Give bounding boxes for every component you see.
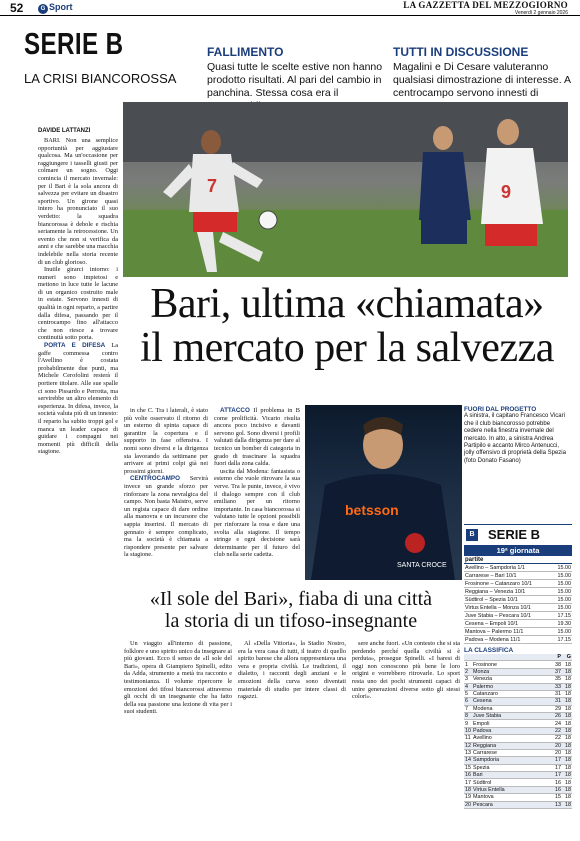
match-photo-top bbox=[123, 102, 568, 277]
standings-row bbox=[464, 772, 572, 779]
points: 17 bbox=[552, 764, 562, 771]
results-table bbox=[464, 556, 572, 644]
player-photo-illustration bbox=[305, 405, 462, 580]
standings-row bbox=[464, 668, 572, 675]
article-column-2 bbox=[124, 407, 208, 582]
points: 20 bbox=[552, 749, 562, 756]
team-name: Juve Stabia bbox=[472, 713, 552, 720]
match-label: Mantova – Palermo 11/1 bbox=[464, 628, 552, 636]
games-played: 18 bbox=[562, 786, 572, 793]
match-time: 15.00 bbox=[552, 628, 572, 636]
position: 12 bbox=[465, 742, 471, 749]
serie-b-logo-icon: B bbox=[466, 529, 478, 541]
match-photo-illustration bbox=[123, 102, 568, 277]
story-paragraph: sere anche fuori. «Un contesto che si sta perdendo perché quella civiltà si è perduta», prosegue Spinelli. «I baresi di oggi non conoscono più bene le loro origini e vorrebbero ritrovarle. Lo sport resta uno dei pochi strumenti capaci di unire generazioni diverse sotto gli stessi colori». bbox=[352, 640, 460, 701]
games-played: 18 bbox=[562, 668, 572, 675]
result-row bbox=[464, 628, 572, 636]
serie-b-box bbox=[464, 524, 572, 809]
teaser-body: Quasi tutte le scelte estive non hanno prodotto risultati. Al pari del cambio in panchina. Stessa cosa era il bbox=[207, 61, 383, 99]
standings-row bbox=[464, 661, 572, 668]
team-name: Empoli bbox=[472, 720, 552, 727]
position: 10 bbox=[465, 727, 471, 734]
team-name: Carrarese bbox=[472, 749, 552, 756]
position: 6 bbox=[464, 698, 472, 705]
standings-row bbox=[464, 794, 572, 801]
team-name: Catanzaro bbox=[472, 690, 552, 697]
svg-text:SANTA CROCE: SANTA CROCE bbox=[397, 562, 447, 569]
teaser-body: Magalini e Di Cesare valuteranno qualsiasi dimostrazione di interesse. A centrocampo servono innesti di bbox=[393, 61, 571, 99]
article-paragraph: Inutile girarci intorno: i numeri sono impietosi e mettono in luce tutte le lacune di un organico costruito male in estate. Servono innesti di qualità in ogni reparto, a partire dalla difesa, passando per il centrocampo fino all'attacco che non riesce a trovare continuità sotto porta. bbox=[38, 266, 118, 342]
position: 19 bbox=[465, 794, 471, 801]
standings-row bbox=[464, 705, 572, 712]
subheading-centrocampo: CENTROCAMPO bbox=[130, 475, 181, 483]
section-subtitle: LA CRISI BIANCOROSSA bbox=[24, 71, 177, 86]
position: 20 bbox=[465, 801, 471, 808]
svg-text:7: 7 bbox=[207, 176, 218, 196]
story-paragraph: Un viaggio all'interno di passione, folklore e uno spirito unico da insegnare ai più giovani. Ecco il senso de «Il sole del Bari», opera di Giampiero Spinelli, edito da Adda, strumento a metà tra racconto e testimonianza. Il volume ripercorre le emozioni dei tifosi biancorossi attraverso gli occhi di un insegnante che ha fatto della sua passione una lezione di vita per i suoi studenti. bbox=[124, 640, 232, 716]
sport-label: Sport bbox=[49, 2, 73, 12]
caption-body: A sinistra, il capitano Francesco Vicari che il club biancorosso potrebbe cedere nella finestra invernale del mercato. In alto, a sinistra Andrea Partipilo e accanto Mirco Antenucci, jolly offensivo di proprietà della Spezia bbox=[464, 413, 566, 457]
result-row bbox=[464, 588, 572, 596]
games-header: G bbox=[562, 654, 572, 661]
standings-row bbox=[464, 764, 572, 771]
story-paragraph: Al «Della Vittoria», la Stadio Nostro, era la vera casa di tutti, il teatro di quello spirito barese che allora rappresentava una vera e propria civiltà. Le tradizioni, il dialetto, i racconti degli anziani e le emozioni della curva sono diventati materiale di studio per intere classi di ragazzi. bbox=[238, 640, 346, 701]
results-header-partite: partite bbox=[464, 556, 552, 564]
position: 16 bbox=[465, 772, 471, 779]
team-name: Mantova bbox=[472, 794, 552, 801]
article-column-1 bbox=[38, 137, 118, 830]
team-name: Reggiana bbox=[472, 742, 552, 749]
match-time: 19.30 bbox=[552, 620, 572, 628]
position: 9 bbox=[464, 720, 472, 727]
match-time: 17.15 bbox=[552, 636, 572, 644]
result-row bbox=[464, 564, 572, 572]
points: 20 bbox=[552, 742, 562, 749]
team-name: Bari bbox=[472, 772, 552, 779]
standings-row bbox=[464, 720, 572, 727]
points: 38 bbox=[552, 661, 562, 668]
games-played: 18 bbox=[562, 705, 572, 712]
standings-row bbox=[464, 698, 572, 705]
standings-row bbox=[464, 801, 572, 808]
points: 33 bbox=[552, 683, 562, 690]
position: 14 bbox=[465, 757, 471, 764]
position: 17 bbox=[465, 779, 471, 786]
match-label: Virtus Entella – Monza 10/1 bbox=[464, 604, 552, 612]
games-played: 18 bbox=[562, 698, 572, 705]
team-name: Monza bbox=[472, 668, 552, 675]
svg-text:9: 9 bbox=[501, 182, 512, 202]
article-paragraph: uscita dal Modena: fantasista o esterno che vuole ritrovare la sua verve. Tra le punte, invece, è vivo il dialogo sempre con il club emiliano per un ritorno importante. In casa biancorossa si valutano tutte le opzioni possibili per rinforzare la rosa e dare una svolta alla stagione. Il tempo stringe e ogni decisione sarà determinante per il futuro del club nella serie cadetta. bbox=[214, 467, 300, 559]
team-name: Modena bbox=[472, 705, 552, 712]
match-time: 15.00 bbox=[552, 588, 572, 596]
games-played: 18 bbox=[562, 742, 572, 749]
round-label: 19ª giornata bbox=[464, 545, 572, 556]
standings-row bbox=[464, 713, 572, 720]
teaser-title: TUTTI IN DISCUSSIONE bbox=[393, 45, 529, 59]
standings-row bbox=[464, 735, 572, 742]
result-row bbox=[464, 636, 572, 644]
article-paragraph: Il problema in B come prolificità. Vicario risulta ancora poco incisivo e davanti servono gol. Sono diversi i profili valutati dalla dirigenza per dare al tecnico un bomber di categoria in grado di trascinare la squadra fuori dalla zona calda. bbox=[214, 407, 300, 468]
position: 3 bbox=[464, 676, 472, 683]
match-time: 15.00 bbox=[552, 564, 572, 572]
player-photo bbox=[305, 405, 462, 580]
position: 8 bbox=[464, 713, 472, 720]
points: 22 bbox=[552, 727, 562, 734]
team-name: Virtus Entella bbox=[472, 786, 552, 793]
position: 1 bbox=[464, 661, 472, 668]
article-paragraph: Servirà invece un grande sforzo per rinforzare la zona nevralgica del campo. Non basta Maistro, serve un regista capace di dare ordine alla manovra e un incursore che sappia inserirsi. Il mercato di gennaio è sempre complicato, ma la società è chiamata a rispondere presente per salvare la stagione. bbox=[124, 475, 208, 559]
svg-text:betsson: betsson bbox=[345, 502, 399, 518]
results-header-row bbox=[464, 556, 572, 564]
points: 16 bbox=[552, 779, 562, 786]
games-played: 18 bbox=[562, 690, 572, 697]
games-played: 18 bbox=[562, 683, 572, 690]
standings-row bbox=[464, 727, 572, 734]
story-column-1 bbox=[124, 640, 232, 830]
team-name: Cesena bbox=[472, 698, 552, 705]
team-name: Spezia bbox=[472, 764, 552, 771]
match-label: Frosinone – Catanzaro 10/1 bbox=[464, 580, 552, 588]
points: 24 bbox=[552, 720, 562, 727]
position: 2 bbox=[464, 668, 472, 675]
club-crest-icon bbox=[405, 533, 425, 553]
games-played: 18 bbox=[562, 661, 572, 668]
points: 16 bbox=[552, 786, 562, 793]
position: 15 bbox=[465, 764, 471, 771]
games-played: 18 bbox=[562, 727, 572, 734]
headline-line-2: il mercato per la salvezza bbox=[140, 325, 554, 371]
page-number: 52 bbox=[10, 1, 24, 15]
match-label: Juve Stabia – Pescara 10/1 bbox=[464, 612, 552, 620]
match-time: 15.00 bbox=[552, 580, 572, 588]
standings-row bbox=[464, 676, 572, 683]
standings-row bbox=[464, 757, 572, 764]
headline2-line-2: la storia di un tifoso-insegnante bbox=[164, 610, 418, 632]
position: 4 bbox=[464, 683, 472, 690]
teaser-title: FALLIMENTO bbox=[207, 45, 284, 59]
match-label: Cesena – Empoli 10/1 bbox=[464, 620, 552, 628]
team-name: Avellino bbox=[472, 735, 552, 742]
result-row bbox=[464, 604, 572, 612]
position: 13 bbox=[465, 750, 471, 757]
position: 7 bbox=[464, 705, 472, 712]
match-label: Reggiana – Venezia 10/1 bbox=[464, 588, 552, 596]
points: 17 bbox=[552, 757, 562, 764]
team-name: Venezia bbox=[472, 676, 552, 683]
byline: DAVIDE LATTANZI bbox=[38, 128, 91, 134]
headline2-line-1: «Il sole del Bari», fiaba di una città bbox=[149, 588, 433, 610]
games-played: 18 bbox=[562, 713, 572, 720]
position: 11 bbox=[465, 735, 471, 742]
points: 13 bbox=[552, 801, 562, 808]
team-name: Palermo bbox=[472, 683, 552, 690]
match-time: 15.00 bbox=[552, 604, 572, 612]
serie-b-box-title: SERIE B bbox=[488, 527, 541, 542]
points: 31 bbox=[552, 698, 562, 705]
match-label: Carrarese – Bari 10/1 bbox=[464, 572, 552, 580]
subheading-porta-difesa: PORTA E DIFESA bbox=[44, 342, 106, 350]
games-played: 18 bbox=[562, 801, 572, 808]
points: 37 bbox=[552, 668, 562, 675]
standings-header-row bbox=[464, 654, 572, 661]
points: 31 bbox=[552, 690, 562, 697]
article-paragraph: BARI. Non una semplice opportunità per aggiustare qualcosa. Ma un'occasione per raggiungere i tasselli giusti per colmare un sogno. Oggi comincia il mercato invernale: per il Bari è la sola ancora di salvezza per evitare un disastro sportivo. Un girone quasi intero ha pronunciato il suo verdetto: la squadra biancorossa è debole e rischia seriamente la retrocessione. Un evento che non si verifica da anni e che sarebbe una macchia indelebile nella storia recente di un club glorioso. bbox=[38, 137, 118, 266]
points: 29 bbox=[552, 705, 562, 712]
standings-row bbox=[464, 786, 572, 793]
games-played: 18 bbox=[562, 779, 572, 786]
story-column-3 bbox=[352, 640, 460, 830]
standings-title: LA CLASSIFICA bbox=[464, 647, 514, 654]
photo-caption bbox=[464, 406, 568, 465]
result-row bbox=[464, 572, 572, 580]
secondary-headline bbox=[122, 588, 460, 632]
headline-line-1: Bari, ultima «chiamata» bbox=[150, 281, 544, 327]
standings-table bbox=[464, 654, 572, 809]
standings-row bbox=[464, 690, 572, 697]
team-name: Sampdoria bbox=[472, 757, 552, 764]
standings-row bbox=[464, 742, 572, 749]
position: 18 bbox=[465, 786, 471, 793]
caption-title: FUORI DAL PROGETTO bbox=[464, 406, 537, 413]
section-title: SERIE B bbox=[24, 26, 124, 61]
games-played: 18 bbox=[562, 757, 572, 764]
match-label: Südtirol – Spezia 10/1 bbox=[464, 596, 552, 604]
match-time: 15.00 bbox=[552, 572, 572, 580]
games-played: 18 bbox=[562, 772, 572, 779]
sport-logo bbox=[38, 2, 73, 14]
result-row bbox=[464, 612, 572, 620]
team-name: Südtirol bbox=[472, 779, 552, 786]
result-row bbox=[464, 596, 572, 604]
games-played: 18 bbox=[562, 749, 572, 756]
points: 26 bbox=[552, 713, 562, 720]
paper-date: Venerdì 2 gennaio 2026 bbox=[514, 10, 568, 16]
points: 15 bbox=[552, 794, 562, 801]
main-headline bbox=[122, 282, 572, 370]
team-name: Frosinone bbox=[472, 661, 552, 668]
games-played: 18 bbox=[562, 676, 572, 683]
points: 22 bbox=[552, 735, 562, 742]
match-time: 17.15 bbox=[552, 612, 572, 620]
match-label: Avellino – Sampdoria 1/1 bbox=[464, 564, 552, 572]
standings-row bbox=[464, 749, 572, 756]
team-name: Padova bbox=[472, 727, 552, 734]
games-played: 18 bbox=[562, 735, 572, 742]
result-row bbox=[464, 580, 572, 588]
standings-row bbox=[464, 683, 572, 690]
match-label: Padova – Modena 11/1 bbox=[464, 636, 552, 644]
team-name: Pescara bbox=[472, 801, 552, 808]
match-time: 15.00 bbox=[552, 596, 572, 604]
gazzetta-g-icon: G bbox=[38, 4, 48, 14]
caption-credit: (foto Donato Fasano) bbox=[464, 457, 521, 464]
paper-name: LA GAZZETTA DEL MEZZOGIORNO bbox=[403, 0, 568, 10]
games-played: 18 bbox=[562, 720, 572, 727]
points: 17 bbox=[552, 772, 562, 779]
masthead bbox=[0, 0, 580, 16]
position: 5 bbox=[464, 690, 472, 697]
points-header: P bbox=[552, 654, 562, 661]
result-row bbox=[464, 620, 572, 628]
points: 35 bbox=[552, 676, 562, 683]
subheading-attacco: ATTACCO bbox=[220, 407, 250, 414]
article-paragraph: La gaffe commessa contro l'Avellino è costata probabilmente due punti, ma Michele Cerofolini resterà il portiere titolare. Alle sue spalle ci sono Pissardo e Perrotta, ma servirebbe un altro elemento di esperienza. In difesa, invece, la società valuta più di un innesto: il reparto ha subito troppi gol e manca un leader capace di guidare i compagni nei momenti più difficili della stagione. bbox=[38, 342, 118, 456]
football-icon bbox=[259, 211, 277, 229]
games-played: 18 bbox=[562, 764, 572, 771]
serie-b-box-header bbox=[464, 524, 572, 544]
article-column-3 bbox=[214, 407, 300, 582]
story-column-2 bbox=[238, 640, 346, 830]
games-played: 18 bbox=[562, 794, 572, 801]
article-paragraph: in che C. Tra i laterali, è stato più volte osservato il ritorno di un esterno di spinta capace di garantire la copertura e il supporto in fase offensiva. I nomi sono diversi e la dirigenza sta lavorando da settimane per arrivare ai primi colpi già nei prossimi giorni. bbox=[124, 407, 208, 475]
standings-row bbox=[464, 779, 572, 786]
